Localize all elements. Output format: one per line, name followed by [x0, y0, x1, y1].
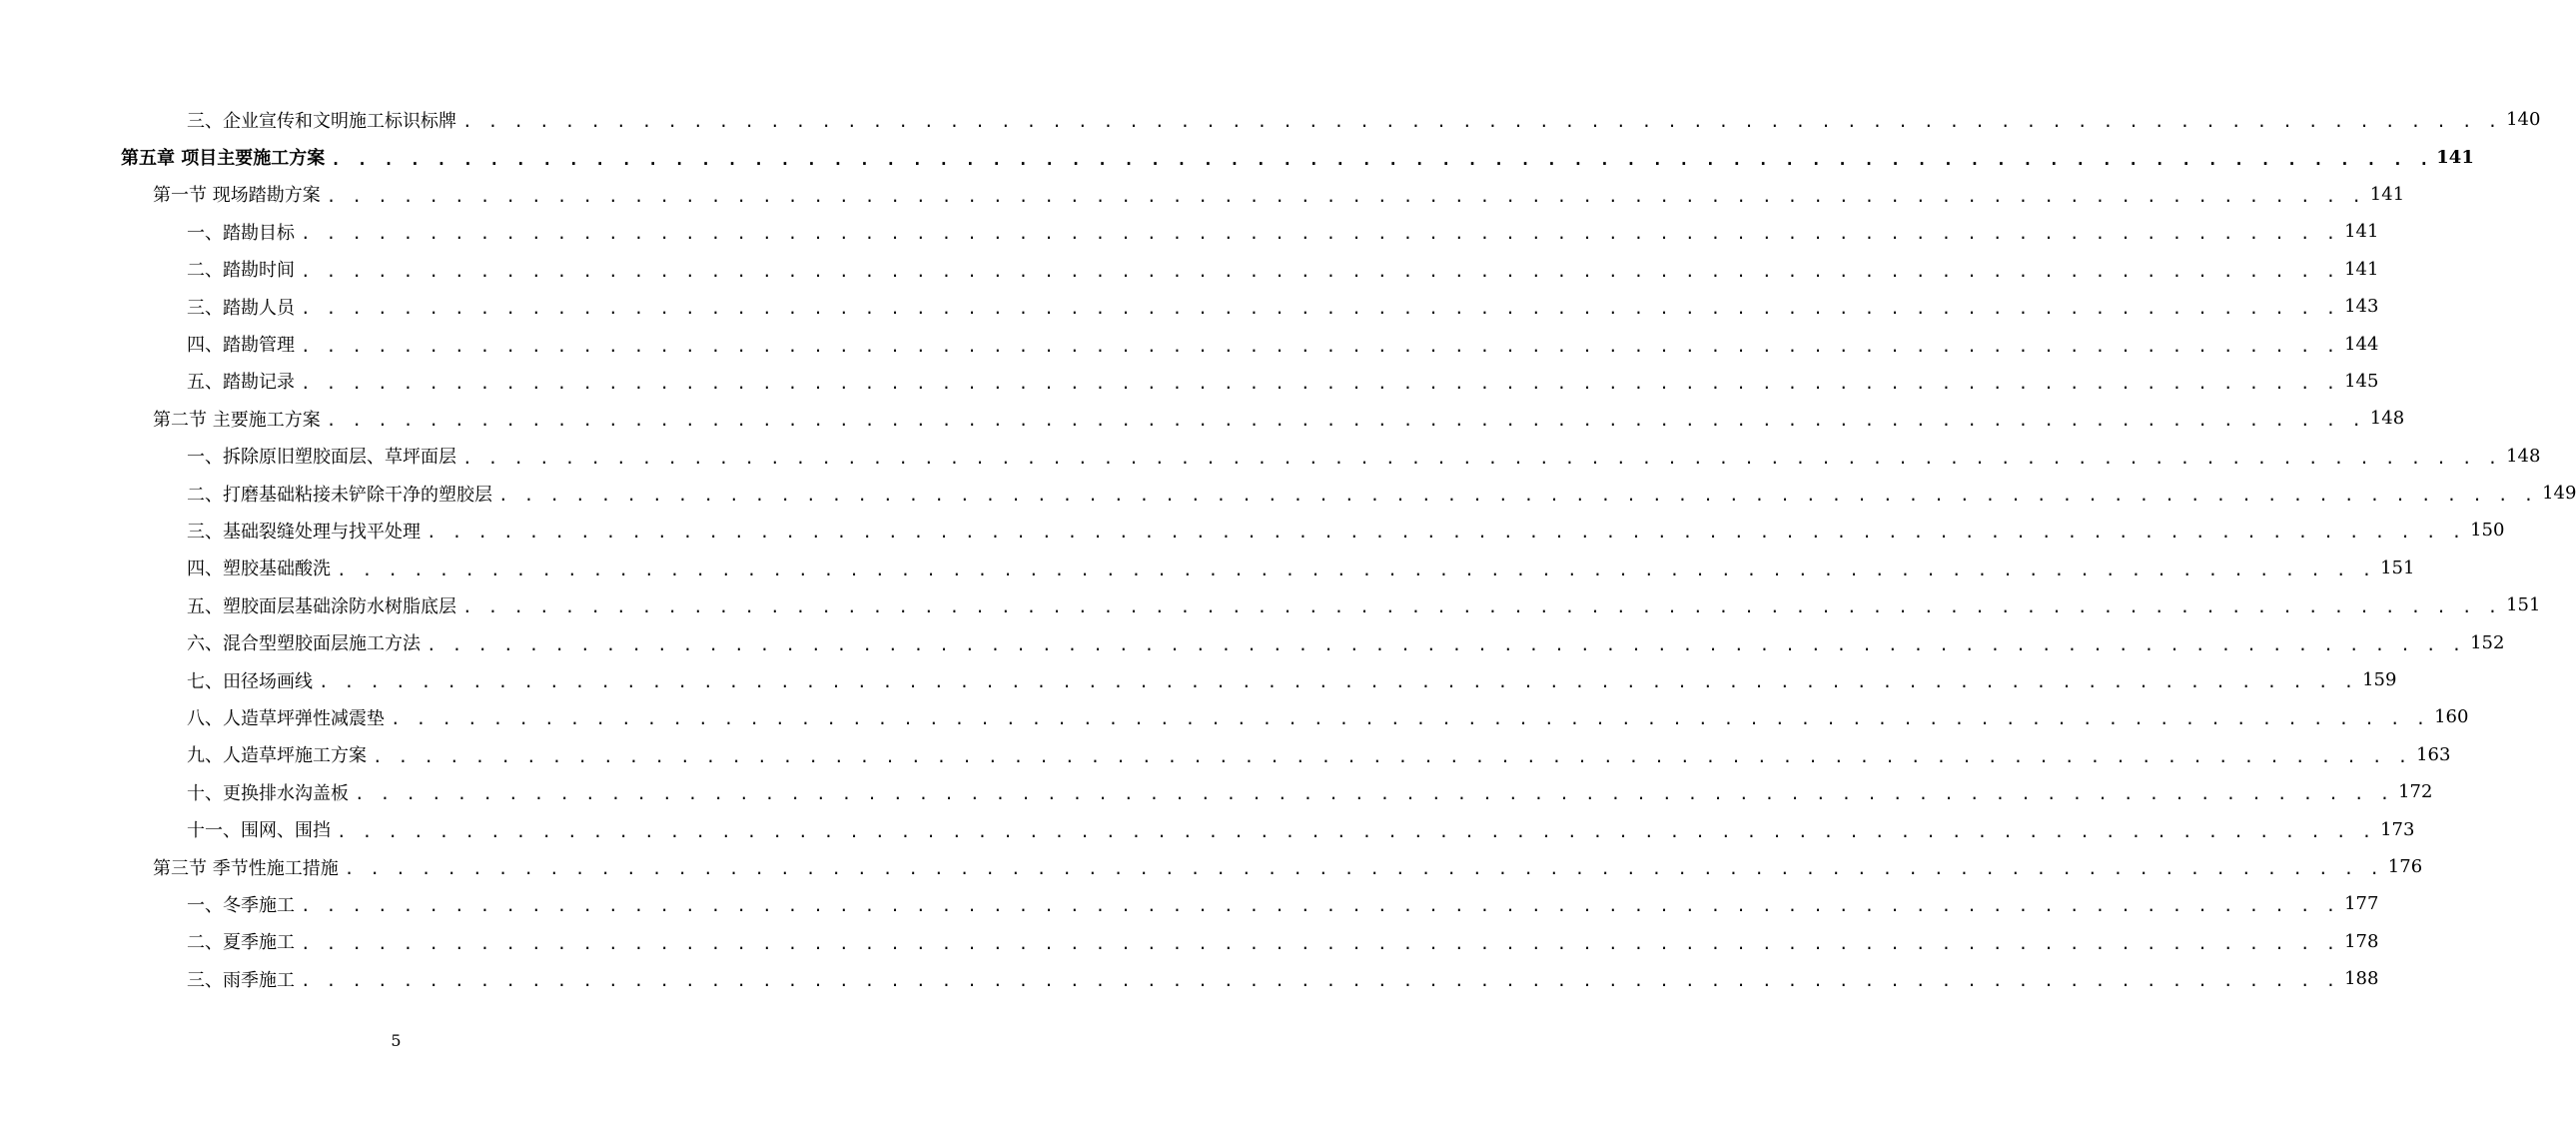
toc-entry-title: 二、打磨基础粘接未铲除干净的塑胶层 — [187, 484, 492, 506]
toc-dot-leader: . . . . . . . . . . . . . . . . . . . . . . . . . . . . . . . . . . . . . . . . . . . . . . . . . . . . . . . . . . . . . . . . . . . . . . . . . . . . . . . . — [373, 746, 2411, 766]
page-number: 5 — [391, 1031, 402, 1050]
toc-entry-title: 三、雨季施工 — [187, 969, 295, 991]
toc-entry[interactable] — [0, 325, 2379, 362]
toc-dot-leader: . . . . . . . . . . . . . . . . . . . . . . . . . . . . . . . . . . . . . . . . . . . . . . . . . . . . . . . . . . . . . . . . . . . . . . . . . . . . . . . . — [326, 186, 2365, 206]
toc-dot-leader: . . . . . . . . . . . . . . . . . . . . . . . . . . . . . . . . . . . . . . . . . . . . . . . . . . . . . . . . . . . . . . . . . . . . . . . . . . . . . . . . — [301, 933, 2339, 953]
toc-dot-leader: . . . . . . . . . . . . . . . . . . . . . . . . . . . . . . . . . . . . . . . . . . . . . . . . . . . . . . . . . . . . . . . . . . . . . . . . . . . . . . . . — [301, 224, 2339, 244]
toc-entry[interactable] — [0, 251, 2379, 288]
toc-dot-leader: . . . . . . . . . . . . . . . . . . . . . . . . . . . . . . . . . . . . . . . . . . . . . . . . . . . . . . . . . . . . . . . . . . . . . . . . . . . . . . . . — [301, 336, 2339, 356]
toc-entry-title: 六、混合型塑胶面层施工方法 — [187, 633, 421, 655]
toc-entry-page: 148 — [2506, 445, 2541, 467]
toc-entry[interactable] — [0, 400, 2405, 437]
toc-dot-leader: . . . . . . . . . . . . . . . . . . . . . . . . . . . . . . . . . . . . . . . . . . . . . . . . . . . . . . . . . . . . . . . . . . . . . . . . . . . . . . . . — [301, 261, 2339, 281]
toc-entry-title: 九、人造草坪施工方案 — [187, 745, 367, 767]
toc-entry-page: 151 — [2506, 594, 2541, 616]
toc-entry-page: 141 — [2344, 221, 2379, 243]
toc-entry[interactable] — [0, 586, 2541, 623]
toc-entry-page: 188 — [2344, 968, 2379, 990]
toc-entry-page: 152 — [2470, 631, 2505, 653]
toc-entry-page: 172 — [2398, 781, 2433, 803]
toc-entry-title: 第一节 现场踏勘方案 — [153, 185, 321, 207]
toc-entry-title: 二、夏季施工 — [187, 932, 295, 954]
toc-entry-title: 三、企业宣传和文明施工标识标牌 — [187, 110, 456, 132]
toc-entry-title: 五、踏勘记录 — [187, 372, 295, 394]
toc-dot-leader: . . . . . . . . . . . . . . . . . . . . . . . . . . . . . . . . . . . . . . . . . . . . . . . . . . . . . . . . . . . . . . . . . . . . . . . . . . . . . . . . — [301, 299, 2339, 319]
toc-entry-page: 141 — [2436, 146, 2474, 168]
toc-entry-title: 三、基础裂缝处理与找平处理 — [187, 521, 421, 543]
toc-entry[interactable] — [0, 101, 2541, 138]
toc-entry-title: 三、踏勘人员 — [187, 297, 295, 319]
toc-entry[interactable] — [0, 288, 2379, 325]
toc-dot-leader: . . . . . . . . . . . . . . . . . . . . . . . . . . . . . . . . . . . . . . . . . . . . . . . . . . . . . . . . . . . . . . . . . . . . . . . . . . . . . . . . — [427, 523, 2465, 543]
toc-entry[interactable] — [0, 176, 2405, 213]
toc-dot-leader: . . . . . . . . . . . . . . . . . . . . . . . . . . . . . . . . . . . . . . . . . . . . . . . . . . . . . . . . . . . . . . . . . . . . . . . . . . . . . . . . — [427, 634, 2465, 654]
toc-dot-leader: . . . . . . . . . . . . . . . . . . . . . . . . . . . . . . . . . . . . . . . . . . . . . . . . . . . . . . . . . . . . . . . . . . . . . . . . . . . . . . . . — [462, 448, 2501, 468]
toc-entry[interactable] — [0, 923, 2379, 960]
toc-entry-page: 178 — [2344, 930, 2379, 952]
toc-dot-leader: . . . . . . . . . . . . . . . . . . . . . . . . . . . . . . . . . . . . . . . . . . . . . . . . . . . . . . . . . . . . . . . . . . . . . . . . . . . . . . . . — [337, 821, 2375, 841]
toc-entry-page: 176 — [2387, 856, 2423, 877]
toc-entry-title: 一、拆除原旧塑胶面层、草坪面层 — [187, 447, 456, 469]
toc-entry-page: 145 — [2344, 370, 2379, 392]
toc-entry-title: 第三节 季节性施工措施 — [153, 857, 339, 879]
table-of-contents — [0, 101, 2576, 997]
toc-entry[interactable] — [0, 661, 2397, 698]
toc-entry-title: 十、更换排水沟盖板 — [187, 782, 349, 804]
toc-dot-leader: . . . . . . . . . . . . . . . . . . . . . . . . . . . . . . . . . . . . . . . . . . . . . . . . . . . . . . . . . . . . . . . . . . . . . . . . . . . . . . . . — [498, 486, 2537, 506]
toc-entry[interactable] — [0, 885, 2379, 922]
toc-entry-page: 148 — [2369, 408, 2405, 430]
toc-dot-leader: . . . . . . . . . . . . . . . . . . . . . . . . . . . . . . . . . . . . . . . . . . . . . . . . . . . . . . . . . . . . . . . . . . . . . . . . . . . . . . . . — [331, 149, 2433, 169]
toc-dot-leader: . . . . . . . . . . . . . . . . . . . . . . . . . . . . . . . . . . . . . . . . . . . . . . . . . . . . . . . . . . . . . . . . . . . . . . . . . . . . . . . . — [337, 560, 2375, 579]
toc-entry-page: 159 — [2362, 669, 2397, 691]
toc-entry[interactable] — [0, 810, 2415, 847]
toc-entry-page: 143 — [2344, 296, 2379, 318]
toc-dot-leader: . . . . . . . . . . . . . . . . . . . . . . . . . . . . . . . . . . . . . . . . . . . . . . . . . . . . . . . . . . . . . . . . . . . . . . . . . . . . . . . . — [391, 709, 2429, 729]
toc-entry-page: 151 — [2380, 557, 2415, 578]
toc-entry-page: 173 — [2380, 818, 2415, 840]
toc-entry[interactable] — [0, 736, 2451, 773]
toc-entry-title: 二、踏勘时间 — [187, 260, 295, 282]
toc-dot-leader: . . . . . . . . . . . . . . . . . . . . . . . . . . . . . . . . . . . . . . . . . . . . . . . . . . . . . . . . . . . . . . . . . . . . . . . . . . . . . . . . — [301, 373, 2339, 393]
toc-dot-leader: . . . . . . . . . . . . . . . . . . . . . . . . . . . . . . . . . . . . . . . . . . . . . . . . . . . . . . . . . . . . . . . . . . . . . . . . . . . . . . . . — [462, 112, 2501, 132]
toc-entry-page: 140 — [2506, 109, 2541, 131]
toc-entry-page: 144 — [2344, 333, 2379, 355]
toc-entry[interactable] — [0, 512, 2505, 549]
toc-entry[interactable] — [0, 438, 2541, 475]
toc-entry[interactable] — [0, 138, 2474, 175]
toc-entry-title: 四、踏勘管理 — [187, 335, 295, 357]
toc-dot-leader: . . . . . . . . . . . . . . . . . . . . . . . . . . . . . . . . . . . . . . . . . . . . . . . . . . . . . . . . . . . . . . . . . . . . . . . . . . . . . . . . — [344, 859, 2383, 878]
toc-entry[interactable] — [0, 213, 2379, 250]
toc-entry[interactable] — [0, 475, 2576, 512]
toc-dot-leader: . . . . . . . . . . . . . . . . . . . . . . . . . . . . . . . . . . . . . . . . . . . . . . . . . . . . . . . . . . . . . . . . . . . . . . . . . . . . . . . . — [301, 896, 2339, 916]
toc-dot-leader: . . . . . . . . . . . . . . . . . . . . . . . . . . . . . . . . . . . . . . . . . . . . . . . . . . . . . . . . . . . . . . . . . . . . . . . . . . . . . . . . — [355, 784, 2393, 804]
toc-entry[interactable] — [0, 363, 2379, 400]
toc-entry-title: 第二节 主要施工方案 — [153, 409, 321, 431]
toc-entry[interactable] — [0, 550, 2415, 586]
toc-entry-title: 四、塑胶基础酸洗 — [187, 559, 331, 580]
toc-dot-leader: . . . . . . . . . . . . . . . . . . . . . . . . . . . . . . . . . . . . . . . . . . . . . . . . . . . . . . . . . . . . . . . . . . . . . . . . . . . . . . . . — [462, 597, 2501, 617]
toc-dot-leader: . . . . . . . . . . . . . . . . . . . . . . . . . . . . . . . . . . . . . . . . . . . . . . . . . . . . . . . . . . . . . . . . . . . . . . . . . . . . . . . . — [301, 971, 2339, 991]
toc-entry-page: 150 — [2470, 520, 2505, 542]
toc-entry-title: 八、人造草坪弹性减震垫 — [187, 707, 385, 729]
toc-dot-leader: . . . . . . . . . . . . . . . . . . . . . . . . . . . . . . . . . . . . . . . . . . . . . . . . . . . . . . . . . . . . . . . . . . . . . . . . . . . . . . . . — [319, 672, 2357, 692]
toc-entry[interactable] — [0, 623, 2505, 660]
toc-entry-title: 第五章 项目主要施工方案 — [121, 148, 326, 170]
toc-entry[interactable] — [0, 698, 2469, 735]
toc-entry-title: 十一、围网、围挡 — [187, 820, 331, 842]
toc-entry[interactable] — [0, 773, 2433, 810]
toc-entry[interactable] — [0, 960, 2379, 997]
toc-entry-title: 一、冬季施工 — [187, 894, 295, 916]
toc-entry-page: 163 — [2416, 743, 2451, 765]
toc-entry-title: 一、踏勘目标 — [187, 222, 295, 244]
toc-entry-title: 七、田径场画线 — [187, 670, 313, 692]
toc-entry-page: 141 — [2344, 258, 2379, 280]
toc-entry-page: 141 — [2369, 183, 2405, 205]
toc-entry-page: 160 — [2434, 706, 2469, 728]
toc-entry[interactable] — [0, 848, 2423, 885]
toc-entry-page: 149 — [2542, 483, 2576, 505]
toc-dot-leader: . . . . . . . . . . . . . . . . . . . . . . . . . . . . . . . . . . . . . . . . . . . . . . . . . . . . . . . . . . . . . . . . . . . . . . . . . . . . . . . . — [326, 411, 2365, 431]
toc-entry-page: 177 — [2344, 893, 2379, 915]
toc-entry-title: 五、塑胶面层基础涂防水树脂底层 — [187, 595, 456, 617]
